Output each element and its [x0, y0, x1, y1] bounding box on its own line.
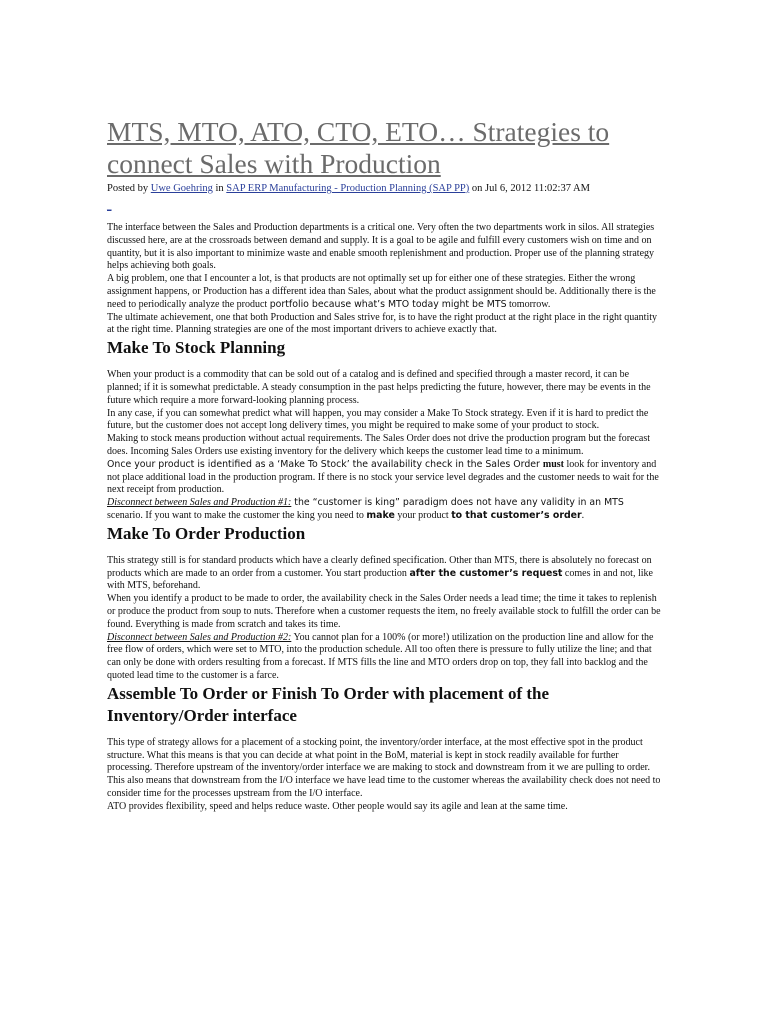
- spacer: [107, 359, 662, 369]
- intro-paragraph-2-sans: portfolio because what’s MTO today might be MTS: [269, 298, 507, 310]
- mts-paragraph-1: When your product is a commodity that can be sold out of a catalog and is defined and specified through a master record, it can be planned; if it is somewhat predictable. A steady consumption in the past helps predicting the future, however, there may be events in the future which require a more forward-looking planning process.: [107, 369, 651, 406]
- mto-p1-text: This strategy still is for standard products which have a clearly defined specification. Other than MTS, there is absolutely no forecast on products which are made to an order from a customer. You start production: [107, 554, 652, 579]
- mto-paragraph-2: When you identify a product to be made to order, the availability check in the Sales Order needs a lead time; the time it takes to replenish or produce the product from soup to nuts. Therefore when a customer requests the item, no freely available stock to fulfill the order can be found. Everything is made from scratch and takes its time.: [107, 593, 661, 630]
- mts-p5-text-2: your product: [394, 509, 452, 521]
- mts-paragraph-4: [107, 459, 662, 497]
- heading-make-to-stock: Make To Stock Planning: [107, 338, 286, 358]
- disconnect-label-2: Disconnect between Sales and Production #2:: [107, 631, 292, 643]
- mts-p5-text: scenario. If you want to make the customer the king you need to: [107, 509, 367, 521]
- page-title[interactable]: MTS, MTO, ATO, CTO, ETO… Strategies to connect Sales with Production: [107, 116, 610, 179]
- heading-make-to-order: Make To Order Production: [107, 523, 306, 543]
- author-link[interactable]: Uwe Goehring: [150, 183, 213, 194]
- ato-paragraph-1: This type of strategy allows for a placement of a stocking point, the inventory/order interface, at the most effective spot in the product structure. What this means is that you can decide at what point in the BoM, material is kept in stock readily available for further processing. Therefore upstream of the inventory/order interface we are making to stock and downstream from it we are pulling to order.: [107, 736, 650, 774]
- ato-paragraph-2: This also means that downstream from the I/O interface we have lead time to the customer whereas the availability check does not need to consider time for the processes upstream from the I/O interface.: [107, 775, 661, 799]
- byline-in: in: [215, 183, 224, 194]
- mts-p4-lead: Once your product is identified as a ‘Make To Stock’ the availability check in the Sales Order: [107, 458, 543, 470]
- mts-paragraph-2: In any case, if you can somewhat predict what will happen, you may consider a Make To Stock strategy. Even if it is hard to predict the future, but the customer does not accept long delivery times, you might be required to make some of your product to stock.: [107, 407, 649, 432]
- intro-paragraph-1: The interface between the Sales and Production departments is a critical one. Very often the two departments work in silos. All strategies discussed here, are at the crossroads between demand and supply. It is a goal to be agile and fulfill every customers wish on time and on quantity, but it is also important to minimize waste and enable smooth replenishment and production. Proper use of the planning strategy helps achieving both goals.: [107, 222, 655, 272]
- intro-section: [107, 222, 662, 337]
- intro-paragraph-2-text: A big problem, one that I encounter a lot, is that products are not optimally set up for either one of these strategies. Either the wrong assignment happens, or Production has a different idea than Sales, about what the product assignment should be. Additionally there is the need to periodically analyze the product: [107, 273, 656, 310]
- mts-paragraph-3: Making to stock means production without actual requirements. The Sales Order does not drive the production program but the forecast does. Incoming Sales Orders use existing inventory for the delivery which keeps the customer lead time to a minimum.: [107, 433, 651, 457]
- mto-p1-end: comes in and not, like with MTS, beforehand.: [107, 567, 653, 592]
- mto-paragraph-3: [107, 632, 662, 683]
- mts-p5-bold-make: make: [366, 509, 395, 521]
- category-link[interactable]: SAP ERP Manufacturing - Production Planning (SAP PP): [226, 183, 470, 194]
- mto-section: [107, 555, 662, 683]
- spacer: [107, 545, 662, 555]
- mts-section: [107, 369, 662, 523]
- disconnect-label-1: Disconnect between Sales and Production #1:: [107, 497, 292, 509]
- byline: [107, 182, 662, 195]
- heading-assemble-to-order: Assemble To Order or Finish To Order with placement of the Inventory/Order interface: [107, 683, 550, 725]
- mto-paragraph-1: [107, 555, 662, 593]
- mts-p5-bold-order: to that customer’s order: [451, 509, 582, 521]
- article: [107, 116, 662, 813]
- ato-paragraph-3: ATO provides flexibility, speed and helps reduce waste. Other people would say its agile and lean at the same time.: [107, 800, 568, 812]
- mto-p1-bold: after the customer’s request: [409, 567, 563, 579]
- ato-section: [107, 737, 662, 814]
- spacer: [107, 727, 662, 737]
- mts-p5-sans: the “customer is king” paradigm does not have any validity in an MTS: [291, 497, 624, 509]
- small-link-row: [107, 201, 662, 213]
- mts-p4-bold: must: [542, 458, 565, 470]
- intro-paragraph-2: [107, 273, 662, 311]
- intro-paragraph-2-end: tomorrow.: [506, 298, 551, 310]
- mts-p4-rest: look for inventory and not place additional load in the production program. If there is no stock your service level degrades and the customer needs to wait for the next receipt from production.: [107, 458, 659, 496]
- byline-date: on Jul 6, 2012 11:02:37 AM: [471, 183, 590, 194]
- mto-p3-text: You cannot plan for a 100% (or more!) utilization on the production line and allow for the free flow of orders, which were set to MTO, into the production schedule. All too often there is pressure to fully utilize the line; and that can only be done with orders resulting from a forecast. If MTS fills the line and MTO orders drop on top, they fall into backlog and the quoted lead time to the customer is a farce.: [107, 631, 654, 681]
- intro-paragraph-3: The ultimate achievement, one that both Production and Sales strive for, is to have the right product at the right place in the right quantity at the right time. Planning strategies are one of the most important drivers to achieve exactly that.: [107, 311, 658, 336]
- small-link[interactable]: _: [107, 201, 112, 211]
- mts-paragraph-5: [107, 497, 662, 523]
- mts-p5-end: .: [581, 509, 585, 521]
- byline-posted-by: Posted by: [107, 183, 149, 194]
